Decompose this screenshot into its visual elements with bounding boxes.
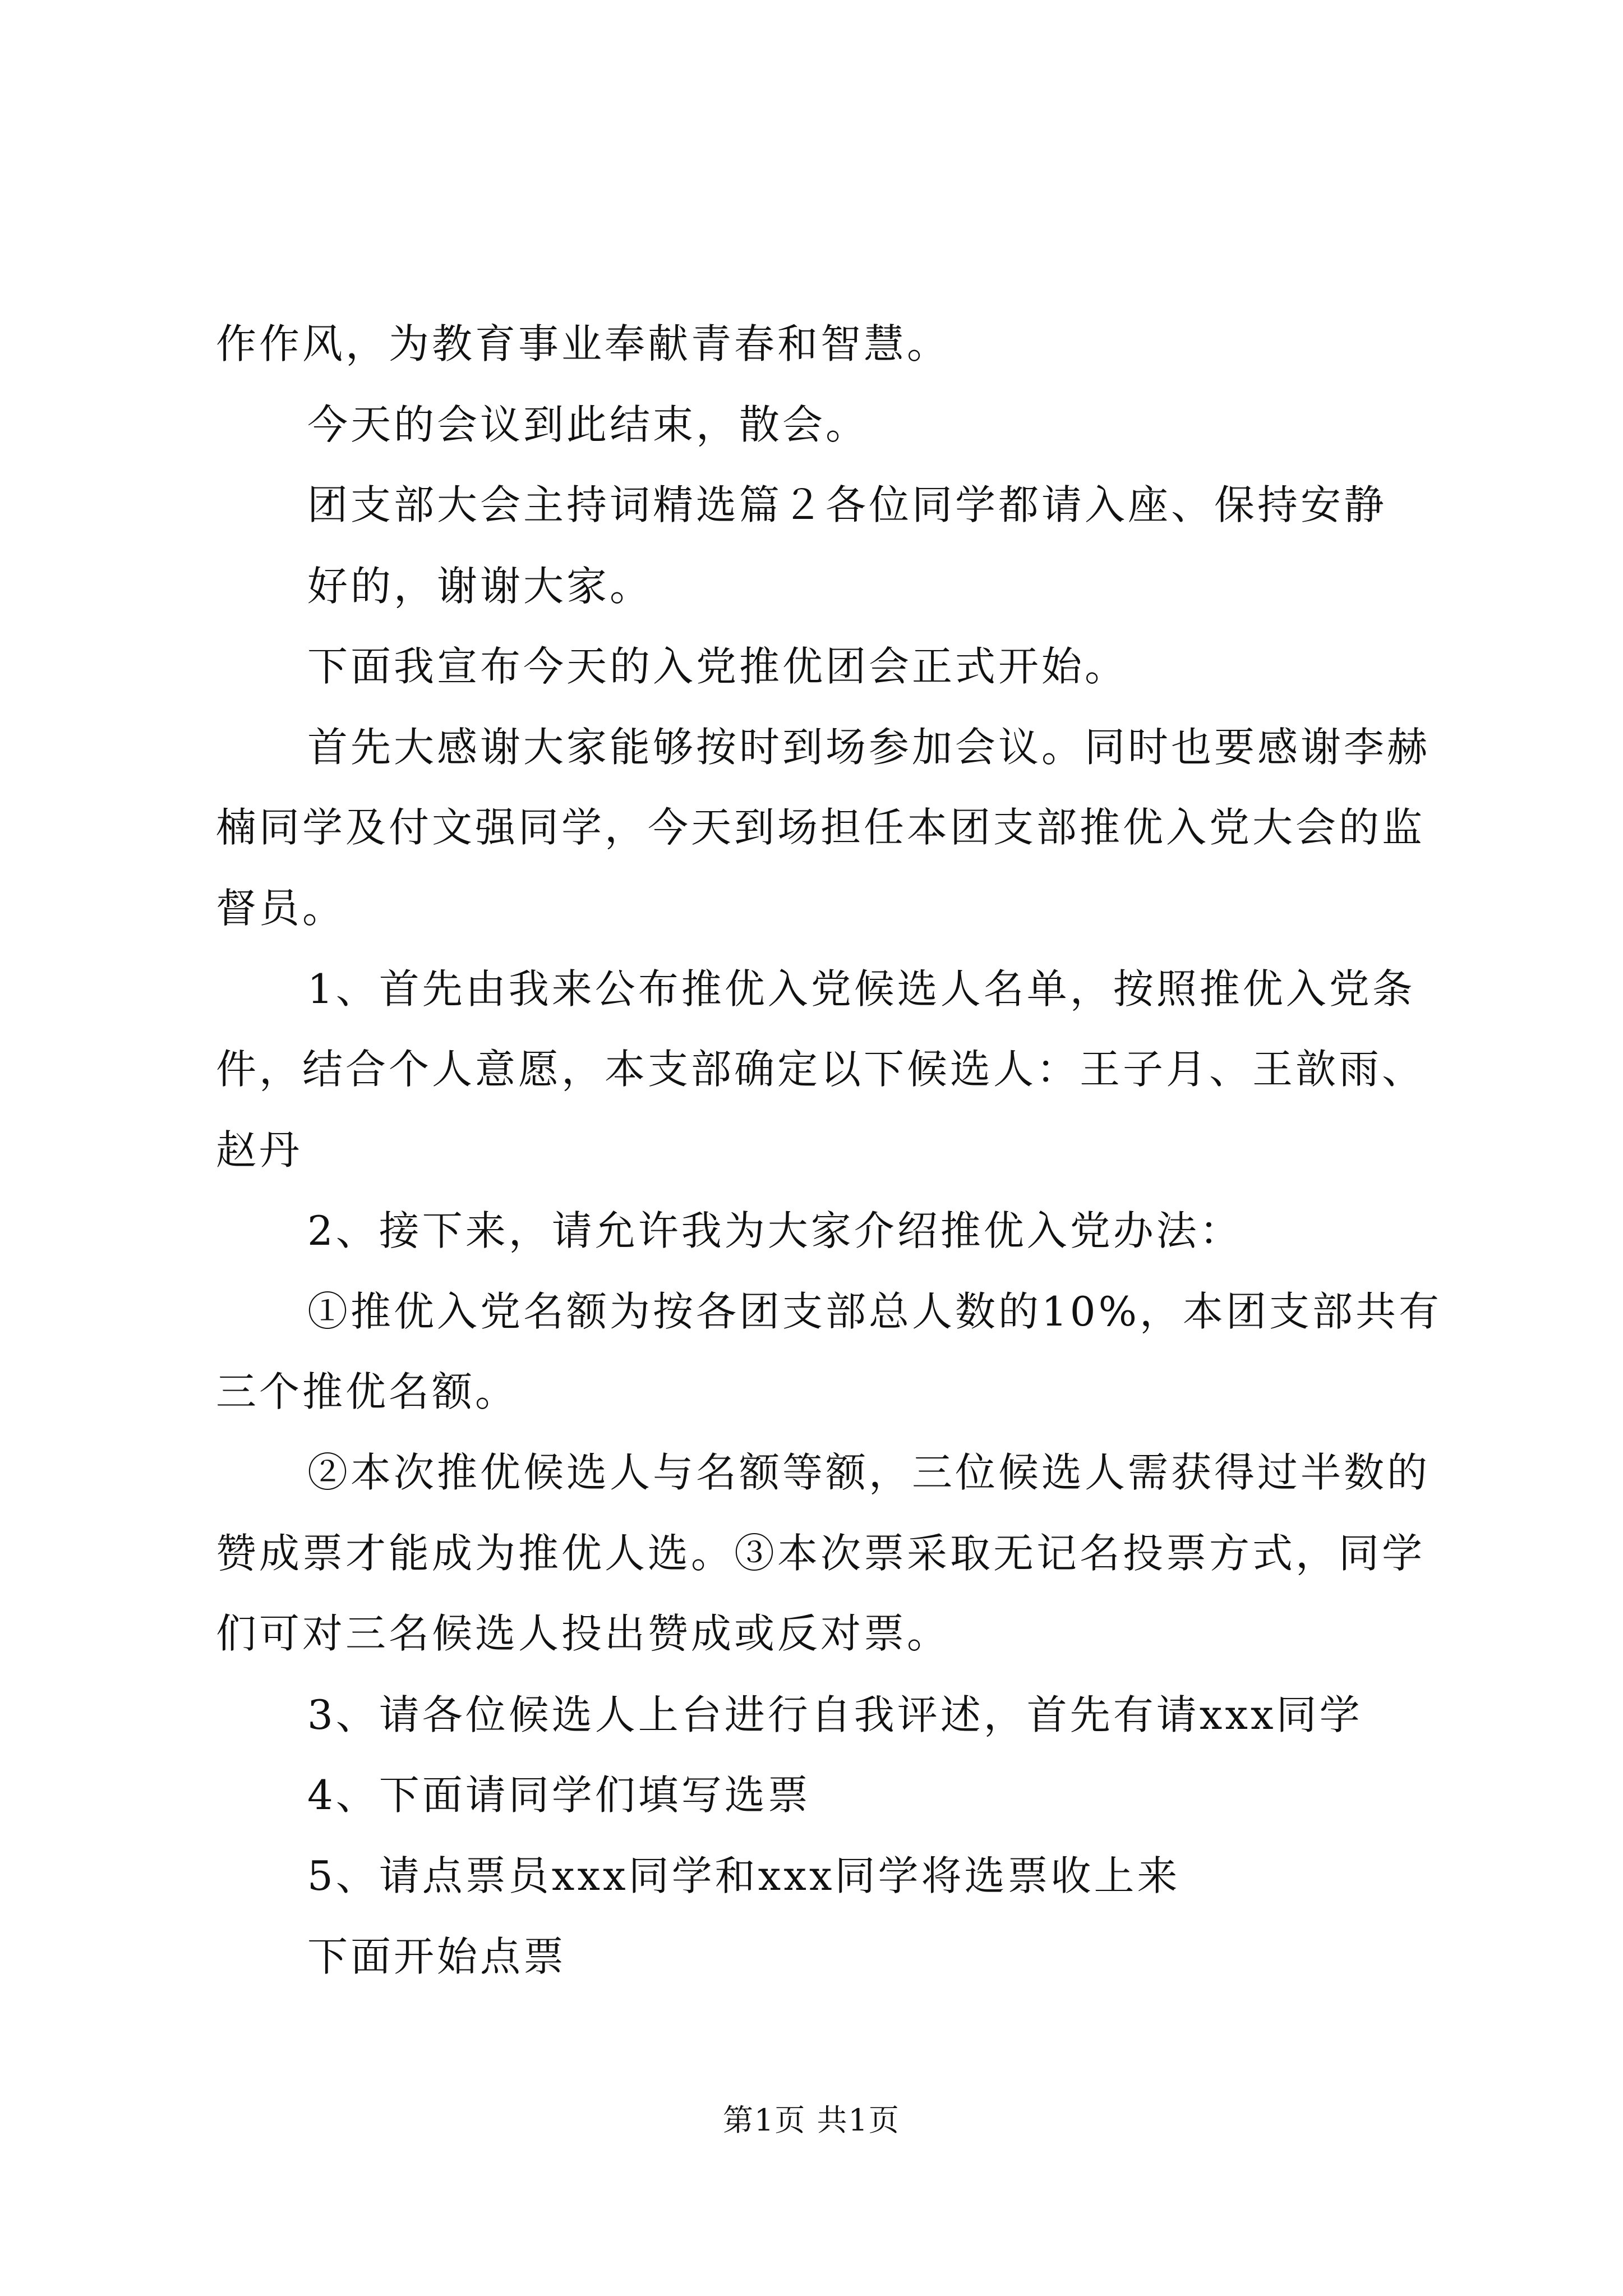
body-line: 1、首先由我来公布推优入党候选人名单，按照推优入党条 (307, 965, 1415, 1013)
body-line: 团支部大会主持词精选篇２各位同学都请入座、保持安静 (307, 481, 1387, 528)
body-line: 今天的会议到此结束，散会。 (307, 401, 869, 448)
body-line: 4、下面请同学们填写选票 (307, 1772, 811, 1819)
body-line: 赞成票才能成为推优人选。③本次票采取无记名投票方式，同学 (216, 1530, 1426, 1577)
body-line: 作作风，为教育事业奉献青春和智慧。 (216, 320, 951, 367)
body-line: 们可对三名候选人投出赞成或反对票。 (216, 1610, 951, 1657)
body-line: 三个推优名额。 (216, 1368, 519, 1415)
page-number-footer: 第1页 共1页 (723, 2102, 900, 2138)
body-line: ②本次推优候选人与名额等额，三位候选人需获得过半数的 (307, 1449, 1431, 1496)
body-line: 下面我宣布今天的入党推优团会正式开始。 (307, 643, 1128, 690)
body-line: 督员。 (216, 885, 346, 932)
body-line: 下面开始点票 (307, 1933, 567, 1980)
body-line: 首先大感谢大家能够按时到场参加会议。同时也要感谢李赫 (307, 724, 1431, 771)
body-line: 3、请各位候选人上台进行自我评述，首先有请xxx同学 (307, 1691, 1363, 1738)
body-line: 5、请点票员xxx同学和xxx同学将选票收上来 (307, 1852, 1181, 1899)
body-line: 好的，谢谢大家。 (307, 563, 653, 610)
body-line: 赵丹 (216, 1126, 303, 1174)
body-line: 楠同学及付文强同学，今天到场担任本团支部推优入党大会的监 (216, 804, 1426, 851)
body-line: 2、接下来，请允许我为大家介绍推优入党办法： (307, 1207, 1243, 1254)
body-line: 件，结合个人意愿，本支部确定以下候选人：王子月、王歆雨、 (216, 1046, 1426, 1093)
body-line: ①推优入党名额为按各团支部总人数的10%，本团支部共有 (307, 1288, 1442, 1335)
